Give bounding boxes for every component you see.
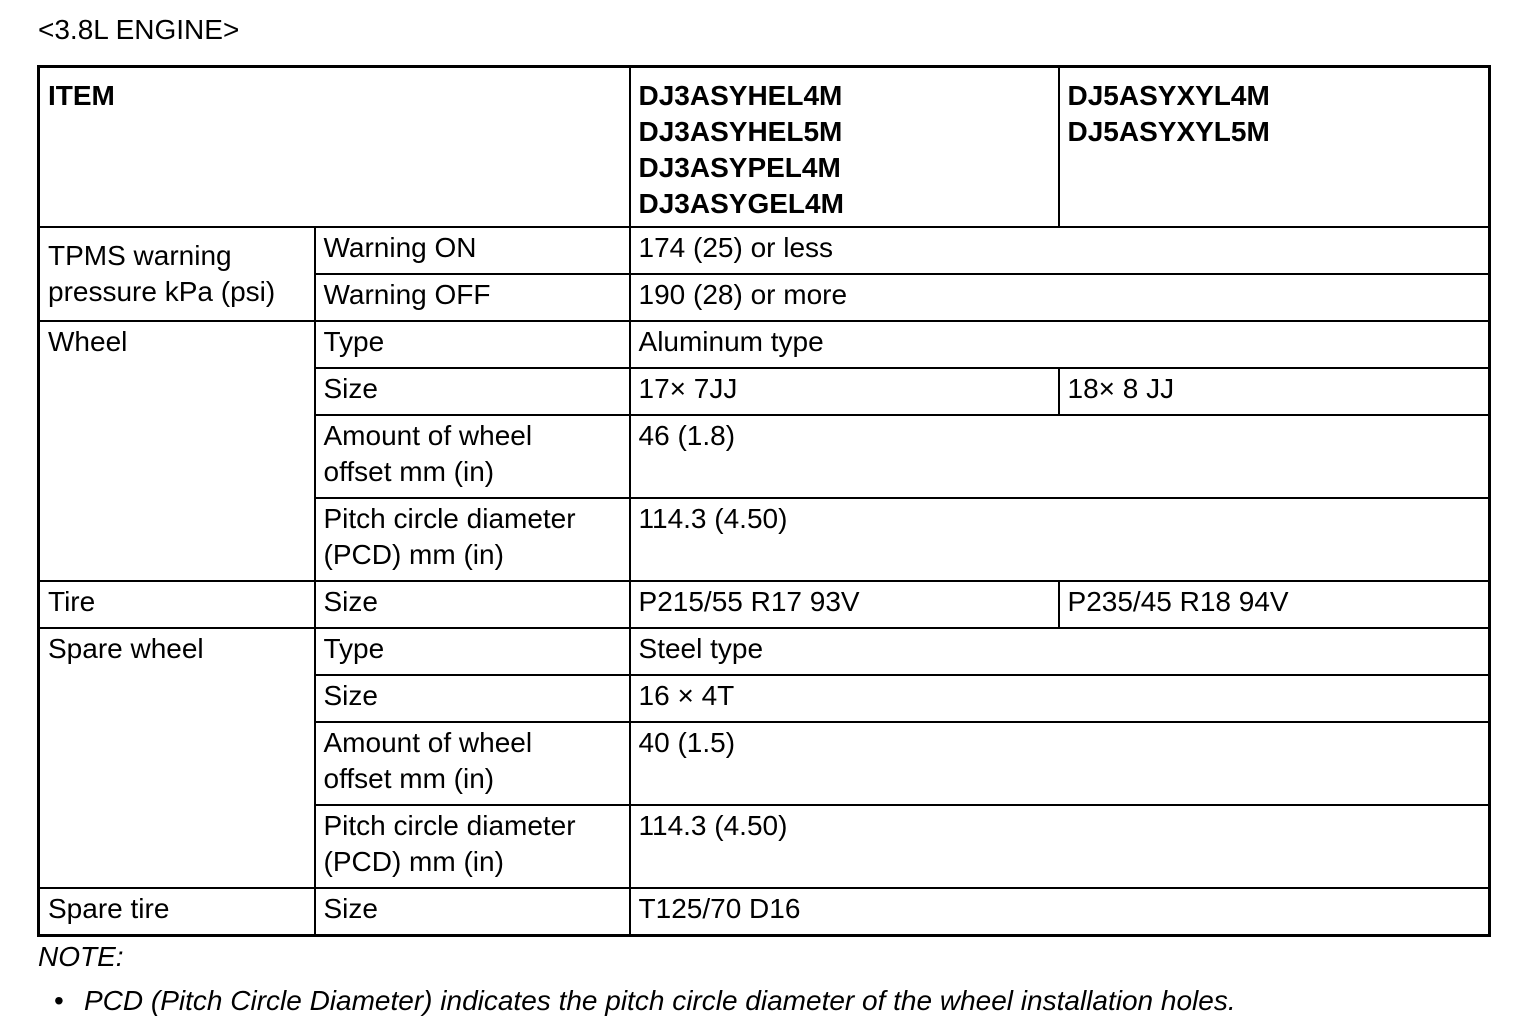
tire-size-value-2: P235/45 R18 94V xyxy=(1059,581,1490,628)
spare-wheel-size-label: Size xyxy=(315,675,630,722)
tire-size-label: Size xyxy=(315,581,630,628)
spare-wheel-pcd-label-line: (PCD) mm (in) xyxy=(323,846,504,877)
header-models-col1 xyxy=(630,67,1059,228)
wheel-offset-label-line: Amount of wheel xyxy=(323,420,533,451)
note-title: NOTE: xyxy=(38,941,124,972)
wheel-size-value-2: 18× 8 JJ xyxy=(1059,368,1490,415)
tpms-label xyxy=(39,227,315,321)
spare-wheel-offset-label-line: offset mm (in) xyxy=(323,763,495,794)
wheel-tire-spec-table xyxy=(37,65,1491,937)
note-item xyxy=(54,984,1236,1018)
wheel-type-label: Type xyxy=(315,321,630,368)
model-code: DJ5ASYXYL5M xyxy=(1067,116,1270,147)
table-row xyxy=(39,581,1490,628)
wheel-size-value-1: 17× 7JJ xyxy=(630,368,1059,415)
note-text: PCD (Pitch Circle Diameter) indicates the pitch circle diameter of the wheel installation holes. xyxy=(84,985,1236,1016)
model-code: DJ3ASYGEL4M xyxy=(638,188,844,219)
spare-wheel-offset-label-line: Amount of wheel xyxy=(323,727,533,758)
wheel-size-label: Size xyxy=(315,368,630,415)
spare-tire-size-value: T125/70 D16 xyxy=(630,888,1490,935)
spare-wheel-label: Spare wheel xyxy=(39,628,315,888)
warning-off-value: 190 (28) or more xyxy=(630,274,1490,321)
warning-off-label: Warning OFF xyxy=(315,274,630,321)
table-header-row xyxy=(39,67,1490,228)
spare-tire-label: Spare tire xyxy=(39,888,315,935)
spare-tire-size-label: Size xyxy=(315,888,630,935)
page-title: <3.8L ENGINE> xyxy=(38,14,240,45)
tire-size-value-1: P215/55 R17 93V xyxy=(630,581,1059,628)
wheel-offset-label xyxy=(315,415,630,498)
model-code: DJ3ASYPEL4M xyxy=(638,152,841,183)
tpms-label-line: pressure kPa (psi) xyxy=(48,276,276,307)
tire-label: Tire xyxy=(39,581,315,628)
table-row xyxy=(39,227,1490,274)
model-code: DJ3ASYHEL4M xyxy=(638,80,843,111)
model-code: DJ5ASYXYL4M xyxy=(1067,80,1270,111)
warning-on-label: Warning ON xyxy=(315,227,630,274)
table-row xyxy=(39,321,1490,368)
bullet-dot-icon: • xyxy=(54,985,64,1016)
spare-wheel-size-value: 16 × 4T xyxy=(630,675,1490,722)
wheel-label: Wheel xyxy=(39,321,315,581)
wheel-offset-value: 46 (1.8) xyxy=(630,415,1490,498)
wheel-type-value: Aluminum type xyxy=(630,321,1490,368)
wheel-pcd-label-line: (PCD) mm (in) xyxy=(323,539,504,570)
spare-wheel-offset-label xyxy=(315,722,630,805)
header-models-col2 xyxy=(1059,67,1490,228)
wheel-offset-label-line: offset mm (in) xyxy=(323,456,495,487)
tpms-label-line: TPMS warning xyxy=(48,240,232,271)
wheel-pcd-label-line: Pitch circle diameter xyxy=(323,503,576,534)
wheel-pcd-label xyxy=(315,498,630,581)
table-row xyxy=(39,628,1490,675)
table-row xyxy=(39,888,1490,935)
spare-wheel-pcd-value: 114.3 (4.50) xyxy=(630,805,1490,888)
spare-wheel-offset-value: 40 (1.5) xyxy=(630,722,1490,805)
spare-wheel-pcd-label-line: Pitch circle diameter xyxy=(323,810,576,841)
model-code: DJ3ASYHEL5M xyxy=(638,116,843,147)
spare-wheel-pcd-label xyxy=(315,805,630,888)
header-item: ITEM xyxy=(39,67,630,228)
warning-on-value: 174 (25) or less xyxy=(630,227,1490,274)
wheel-pcd-value: 114.3 (4.50) xyxy=(630,498,1490,581)
spare-wheel-type-value: Steel type xyxy=(630,628,1490,675)
spare-wheel-type-label: Type xyxy=(315,628,630,675)
